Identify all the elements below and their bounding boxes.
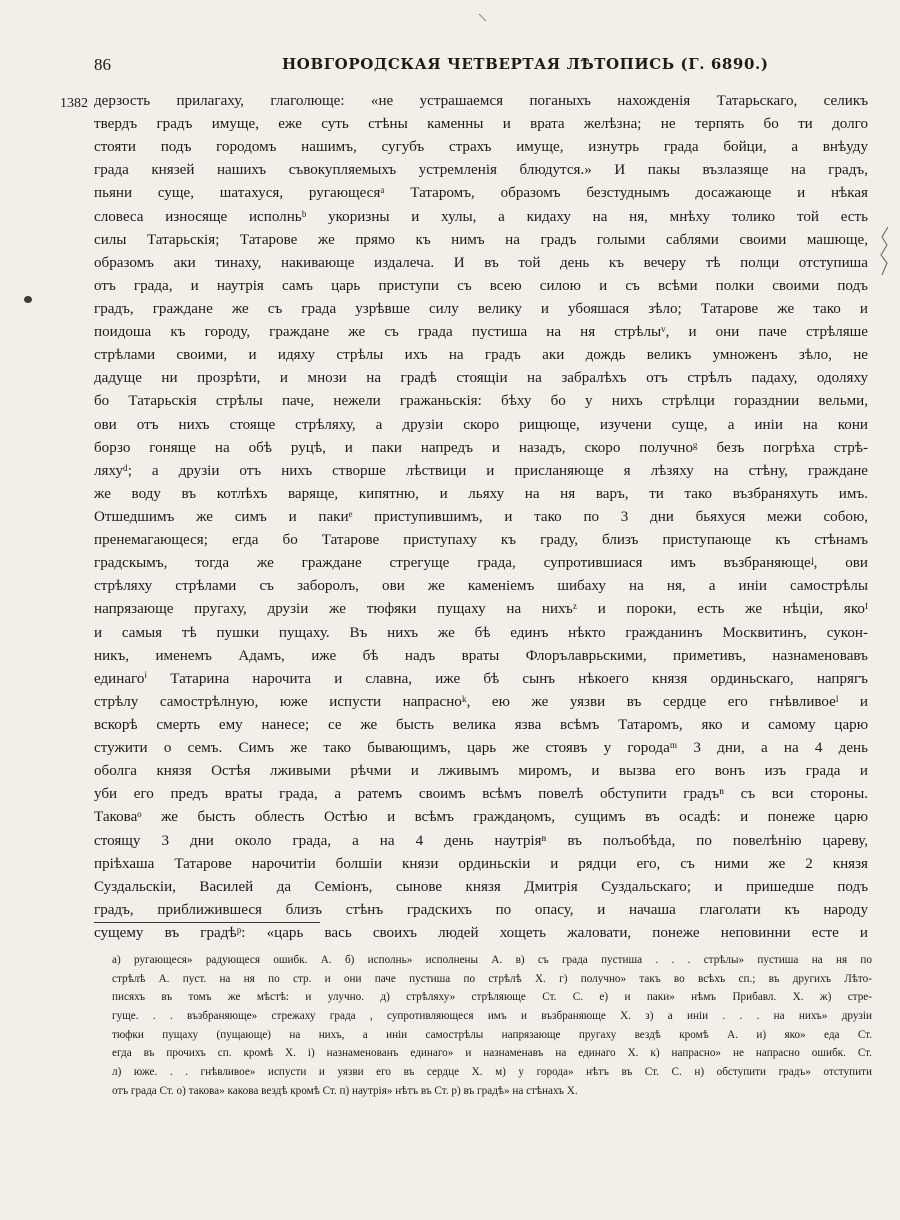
- text-line: стрѣлу самострѣлную, юже испусти напрасноᵏ, ею же уязви въ сердце его гнѣвливоеˡ и: [94, 693, 868, 710]
- page-number: 86: [94, 55, 111, 74]
- text-line: образомъ аки тинаху, накивающе издалеча. И въ той день къ вечеру тѣ полци отступиша: [94, 254, 868, 271]
- year-marker: 1382: [60, 96, 88, 111]
- text-line: твердъ градъ имуще, еже суть стѣны каменны и врата желѣзна; не терпять бо ти долго: [94, 116, 868, 133]
- text-line: градскымъ, тогда же граждане стрегуще града, супротившиася имъ възбраняющеᶨ, ови: [94, 555, 868, 572]
- text-line: бо Татарьскія стрѣлы паче, нежели гражаньскія: бѣху бо у нихъ стрѣлци горазднии вельми,: [94, 393, 868, 410]
- text-line: сущему въ градѣᵖ: «царь вась своихъ людей хощеть жаловати, понеже неповинни есте и: [94, 924, 868, 941]
- text-line: напрязающе пругаху, друзіи же тюфяки пущаху на нихъᶻ и пороки, есть же нѣціи, якоᴵ: [94, 601, 868, 618]
- text-line: стужити о семъ. Симъ же тако бывающимъ, царь же стоявъ у городаᵐ 3 дни, а на 4 день: [94, 740, 868, 757]
- text-line: пьяни суще, шатахуся, ругающесяᵃ Татаромъ, образомъ безстуднымъ досажающе и нѣкая: [94, 185, 868, 202]
- text-line: уби его предъ враты града, а ратемъ своимъ всѣмъ повелѣ обступити градъⁿ съ вси стороны.: [94, 786, 868, 803]
- text-line: Суздальскіи, Василей да Семіонъ, сынове князя Дмитрія Суздальскаго; и пришедше подъ: [94, 878, 868, 895]
- text-line: стрѣлами своими, и идяху стрѣлы ихъ на градъ аки дождь великъ умноженъ зѣло, не: [94, 347, 868, 364]
- footnote-line: а) ругающеся» радующеся ошибк. А. б) исполнь» исполнены А. в) съ града пустиша . . . стрѣлы» пустиша на ня по: [112, 954, 872, 966]
- text-line: Таковаᵒ же бысть облесть Остѣю и всѣмъ граждаңомъ, сущимъ въ осадѣ: и понеже царю: [94, 809, 868, 826]
- text-line: градъ, приближившеся близъ стѣнъ градскихъ по опасу, и начаша глаголати къ народу: [94, 901, 868, 918]
- footnote-line: тюфки пущаху (пущающе) на нихъ, а иніи самострѣлы напрязающе пругаху вездѣ кромѣ А. и) яко» еда Ст.: [112, 1028, 872, 1041]
- running-title: НОВГОРОДСКАЯ ЧЕТВЕРТАЯ ЛѢТОПИСЬ (Г. 6890.): [282, 55, 769, 73]
- footnote-line: л) юже. . . гнѣвливое» испусти и уязви его въ сердце Х. м) у города» нѣтъ въ Ст. С. н) обступити градъ» отступити: [112, 1066, 872, 1079]
- text-line: оболга князя Остѣя лживыми рѣчми и лживымъ миромъ, и вызва его вонъ изъ града и: [94, 763, 868, 780]
- text-line: ови отъ нихъ стояще стрѣляху, а друзіи скоро рищюще, изучени суще, а иніи на кони: [94, 416, 868, 433]
- footnotes: [112, 951, 872, 1101]
- chronicle-body-text: [94, 90, 868, 945]
- text-line: стоящу 3 дни около града, а на 4 день наутріяⁿ въ полъобѣда, по повелѣнію цареву,: [94, 832, 868, 849]
- text-line: вскорѣ смерть ему нанесе; се же бысть велика язва всѣмъ Татаромъ, яко и самому царю: [94, 716, 868, 733]
- text-line: Отшедшимъ же симъ и пакиᵉ приступившимъ, и тако по 3 дни бьяхуся межи собою,: [94, 508, 868, 525]
- text-line: стрѣляху стрѣлами съ заборолъ, ови же каменіемъ шибаху на ня, а иніи самострѣлы: [94, 578, 868, 595]
- footnote-line: гуще. . . възбраняюще» стрежаху града , супротивляющеся имъ и възбраняюще Х. з) а иніи . . . на нихъ» друзіи: [112, 1010, 872, 1023]
- footnote-line: отъ града Ст. о) такова» какова вездѣ кромѣ Ст. п) наутрія» нѣтъ въ Ст. р) въ градѣ» на стѣнахъ Х.: [112, 1084, 578, 1097]
- corner-tick-mark: [478, 8, 488, 18]
- footnote-line: егда въ прочихъ сп. кромѣ Х. і) назнаменованъ единаго» и назнаменавъ на единаго Х. к) напрасно» не напрасно ошибк. Ст.: [112, 1047, 872, 1060]
- text-line: никъ, именемъ Адамъ, иже бѣ надъ враты Флорълаврьскими, приметивъ, назнаменовавъ: [94, 647, 868, 664]
- text-line: града князей нашихъ съвокупляемыхъ устремленія блюдутся.» И пакы възлазяще на градъ,: [94, 162, 868, 179]
- text-line: градъ, граждане же съ града узрѣвше силу велику и убояшася зѣло; Татарове же тако и: [94, 300, 868, 317]
- text-line: поидоша къ городу, граждане же съ града пустиша на ня стрѣлыᵛ, и они паче стрѣляше: [94, 324, 868, 341]
- ink-spot: [24, 296, 32, 303]
- text-line: пренемагающеся; егда бо Татарове приступаху къ граду, близъ приступающе къ стѣнамъ: [94, 532, 868, 549]
- text-line: единагоⁱ Татарина нарочита и славна, иже бѣ сынъ нѣкоего князя ординьскаго, напрягъ: [94, 670, 868, 687]
- text-line: отъ града, и наутрія самъ царь приступи съ всею силою и съ всѣми полки своими подъ: [94, 277, 868, 294]
- text-line: силы Татарьскія; Татарове же прямо къ нимъ на градъ голыми саблями своими машюще,: [94, 231, 868, 248]
- text-line: борзо гоняще на обѣ руцѣ, и паки напредъ и назадъ, скоро получноᵍ безъ погрѣха стрѣ-: [94, 439, 868, 456]
- margin-bracket-mark: [878, 225, 892, 277]
- text-line: и самыя тѣ пушки пущаху. Въ нихъ же бѣ единъ нѣкто гражданинъ Москвитинъ, сукон-: [94, 624, 868, 641]
- text-line: пріѣхаша Татарове нарочитіи болшіи князи ординьскіи и рядци его, съ ними же 2 князя: [94, 855, 868, 872]
- text-line: словеса износяще исполньᵇ укоризны и хулы, а кидаху на ня, мнѣху толико той есть: [94, 208, 868, 225]
- text-line: стояти подъ городомъ нашимъ, сугубъ страхъ имуще, изнутрь града бойци, а внѣуду: [94, 139, 868, 156]
- text-line: дадуще ни прозрѣти, и мнози на градѣ стоящіи на забралѣхъ отъ стрѣлъ падаху, одоляху: [94, 370, 868, 387]
- text-line: же воду въ котлѣхъ варяще, кипятню, и льяху на ня варъ, ти тако възбраняхуть имъ.: [94, 485, 868, 502]
- footnote-line: писяхъ въ томъ же мѣстѣ: и улучно. д) стрѣляху» стрѣляюще Ст. С. е) и паки» нѣмъ Прибавл. Х. ж) стре-: [112, 991, 872, 1004]
- text-line: дерзость прилагаху, глаголюще: «не устрашаемся поганыхъ нахожденія Татарьскаго, селикъ: [94, 93, 868, 109]
- text-line: ляхуᵈ; а друзіи отъ нихъ створше лѣствици и присланяюще я лѣзяху на стѣну, граждане: [94, 462, 868, 479]
- footnote-separator-rule: [94, 922, 320, 923]
- footnote-line: стрѣлѣ А. пуст. на ня по стр. и они паче пустиша по стрѣлѣ Х. г) получно» такъ во всѣхъ сп.; въ другихъ Лѣто-: [112, 972, 872, 985]
